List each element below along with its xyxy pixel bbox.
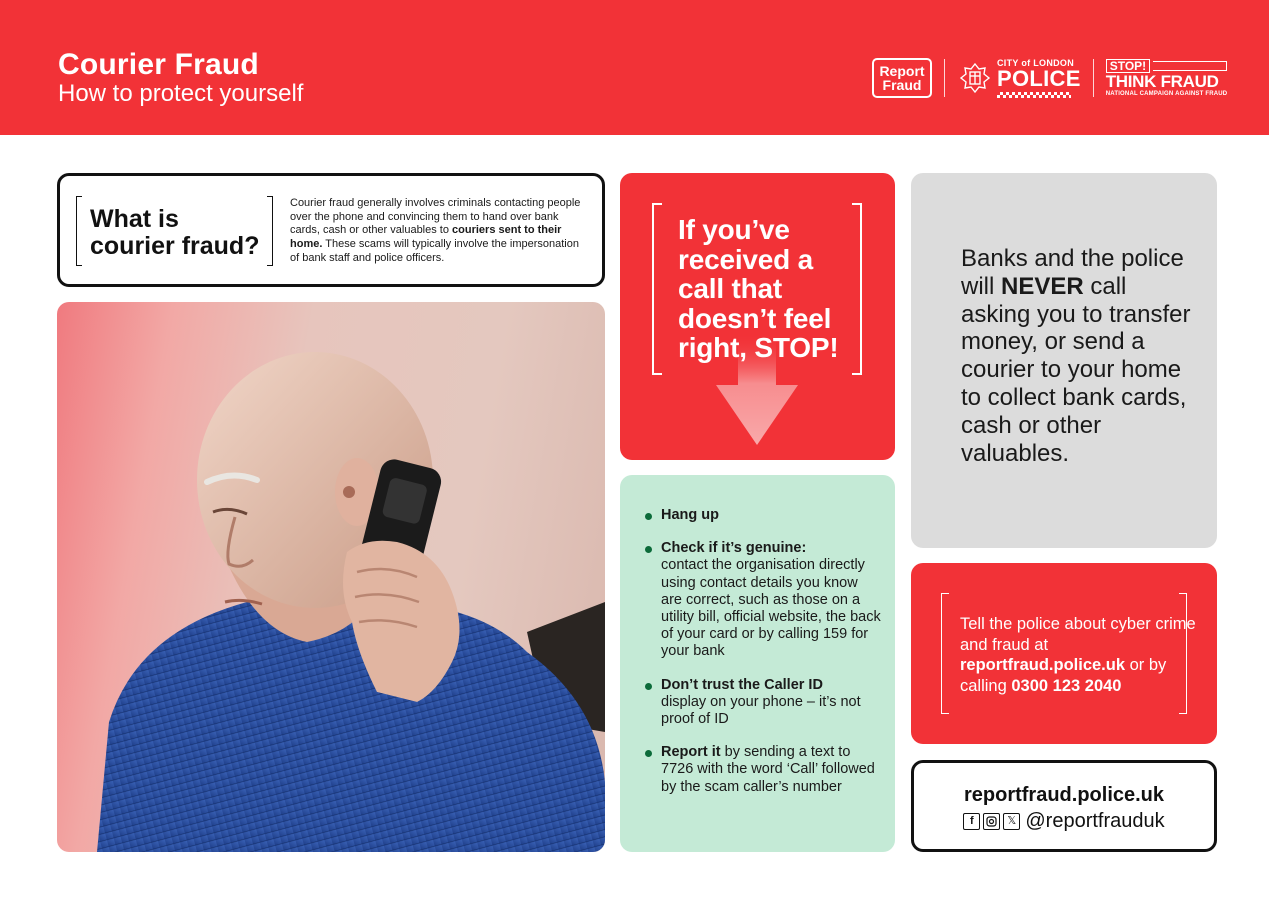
stop-warning-text-main: If you’ve received a call that doesn’t feel right, (678, 214, 832, 363)
report-panel (911, 563, 1217, 744)
page-subtitle: How to protect yourself (58, 80, 304, 107)
report-url-link[interactable]: reportfraud.police.uk (960, 656, 1126, 674)
stop-warning-text-bold: STOP! (754, 332, 839, 363)
police-logo-small-text: CITY of LONDON (997, 58, 1075, 68)
what-is-heading: What is courier fraud? (90, 205, 260, 260)
report-text-mid: or by calling (960, 656, 1167, 695)
tip-body: display on your phone – it’s not proof of ID (661, 693, 861, 728)
report-phone-number[interactable]: 0300 123 2040 (1011, 676, 1122, 695)
tips-panel (620, 475, 895, 852)
logo-divider (1093, 59, 1094, 97)
instagram-icon[interactable] (983, 813, 1000, 830)
bracket-left (76, 196, 82, 266)
stop-logo-word: STOP! (1106, 59, 1150, 73)
never-text-after: call asking you to transfer money, or send a courier to your home to collect bank cards, cash or other valuables. (961, 272, 1191, 467)
tip-body: by sending a text to 7726 with the word ‘Call’ followed by the scam caller’s number (661, 744, 875, 795)
social-handle-row (914, 809, 1214, 833)
tip-item (642, 540, 882, 660)
what-is-description (290, 197, 582, 266)
tip-item (642, 677, 882, 729)
tip-title: Report it (661, 744, 721, 761)
never-statement (961, 245, 1191, 467)
tip-item (642, 507, 882, 524)
logo-divider (944, 59, 945, 97)
social-handle[interactable]: @reportfrauduk (1025, 810, 1165, 832)
tip-body: contact the organisation directly using contact details you know are correct, such as those on a utility bill, official website, the back of your card or by calling 159 for your bank (661, 557, 881, 660)
tips-list (642, 507, 882, 812)
never-panel (911, 173, 1217, 548)
what-is-courier-fraud-panel (57, 173, 605, 287)
stop-logo-big-text: THINK FRAUD (1105, 71, 1219, 91)
facebook-icon[interactable]: f (963, 813, 980, 830)
police-checker-band (997, 92, 1071, 98)
report-fraud-logo-line2: Fraud (882, 77, 922, 93)
x-icon[interactable]: 𝕏 (1003, 813, 1020, 830)
police-crest-icon (957, 60, 993, 96)
never-text-before: Banks and the police will (961, 245, 1184, 300)
never-text-bold: NEVER (1001, 272, 1084, 300)
website-link[interactable]: reportfraud.police.uk (963, 784, 1165, 806)
partner-logos (872, 56, 1227, 100)
tip-title: Hang up (661, 507, 719, 523)
tip-item (642, 744, 882, 796)
tip-title: Don’t trust the Caller ID (661, 676, 823, 693)
stop-think-fraud-logo[interactable] (1106, 59, 1228, 98)
stop-logo-small-text: NATIONAL CAMPAIGN AGAINST FRAUD (1105, 90, 1228, 97)
report-text-before: Tell the police about cyber crime and fraud at (960, 615, 1196, 654)
bracket-left (941, 593, 949, 714)
page-title: Courier Fraud (58, 48, 259, 81)
report-fraud-logo[interactable] (872, 58, 932, 98)
header-banner (0, 0, 1269, 135)
report-fraud-logo-line1: Report (879, 63, 925, 79)
stop-warning-panel (620, 173, 895, 460)
city-of-london-police-logo[interactable] (957, 58, 1081, 98)
what-is-text-bold: couriers sent to their home. (290, 224, 562, 251)
what-is-text-before: Courier fraud generally involves criminals contacting people over the phone and convincing them to hand over bank cards, cash or other valuables to (290, 197, 581, 237)
report-instructions (960, 614, 1200, 696)
elderly-man-on-phone-photo (57, 302, 605, 852)
tip-title: Check if it’s genuine: (661, 540, 807, 557)
what-is-text-after: These scams will typically involve the impersonation of bank staff and police officers. (290, 238, 579, 264)
social-panel (911, 760, 1217, 852)
photo-illustration (57, 302, 605, 852)
stop-logo-box (1153, 61, 1227, 71)
police-logo-big-text: POLICE (997, 66, 1081, 91)
stop-warning-text (678, 215, 858, 363)
